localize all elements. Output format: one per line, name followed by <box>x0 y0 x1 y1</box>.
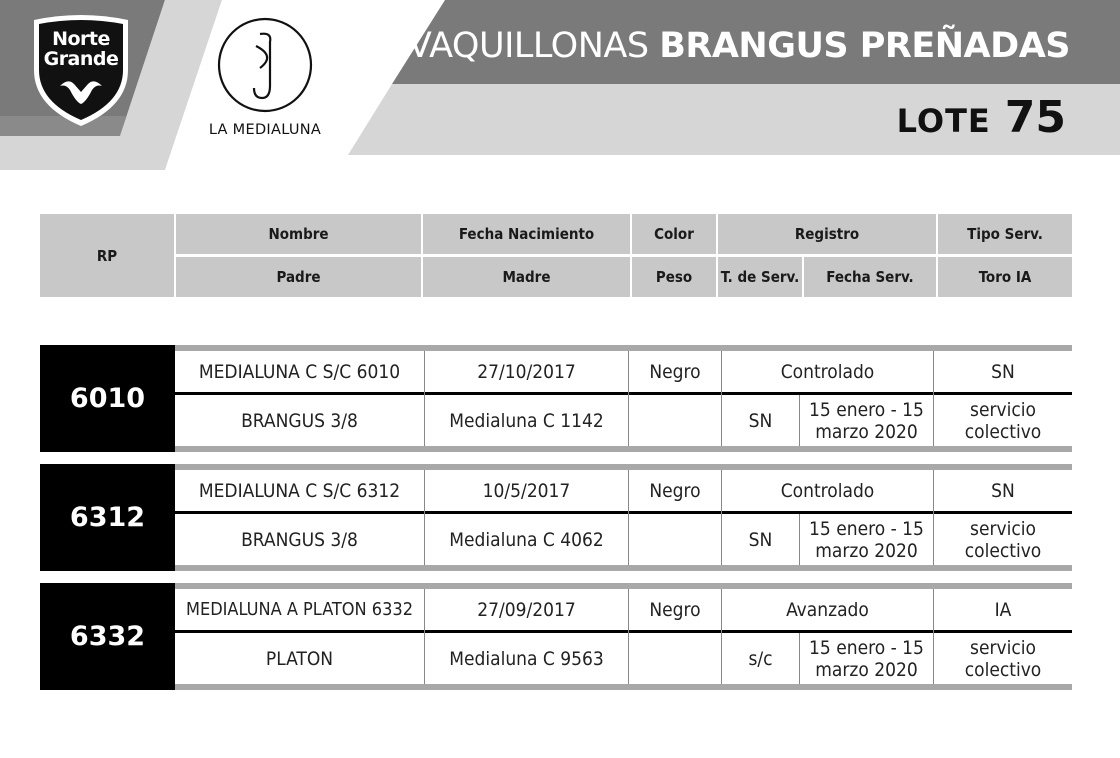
page-title <box>408 26 1070 66</box>
shield-text-line1: Norte <box>52 28 110 50</box>
cell-padre: BRANGUS 3/8 <box>241 528 358 551</box>
cell-fecha-nacimiento: 10/5/2017 <box>482 479 571 502</box>
toro-line2: colectivo <box>964 658 1042 681</box>
medialuna-brand-icon <box>216 16 314 114</box>
fecha-serv-line2: marzo 2020 <box>815 420 918 443</box>
col-madre: Madre <box>423 257 630 297</box>
table-row <box>40 345 1072 452</box>
cell-nombre: MEDIALUNA A PLATON 6332 <box>185 598 413 620</box>
cell-tipo-serv: IA <box>994 598 1012 621</box>
cell-fecha-nacimiento: 27/10/2017 <box>477 360 576 383</box>
fecha-serv-line1: 15 enero - 15 <box>809 517 924 540</box>
cell-t-serv: SN <box>748 528 773 551</box>
lote-word: LOTE <box>896 102 991 140</box>
fecha-serv-line2: marzo 2020 <box>815 539 918 562</box>
cell-registro: Controlado <box>780 479 875 502</box>
col-peso: Peso <box>632 257 716 297</box>
toro-line2: colectivo <box>964 420 1042 443</box>
title-bold: BRANGUS PREÑADAS <box>659 26 1070 66</box>
cell-toro-ia <box>934 514 1072 565</box>
cell-color: Negro <box>649 360 701 383</box>
toro-line1: servicio <box>970 636 1036 659</box>
table-row <box>40 464 1072 571</box>
lote-number: 75 <box>1004 92 1066 143</box>
cell-tipo-serv: SN <box>991 360 1015 383</box>
rp-number: 6332 <box>40 583 175 690</box>
col-t-serv: T. de Serv. <box>718 257 802 297</box>
cell-fecha-nacimiento: 27/09/2017 <box>477 598 576 621</box>
lote-label <box>897 92 1066 143</box>
col-registro: Registro <box>718 214 936 254</box>
cell-fecha-serv <box>800 633 933 684</box>
rp-number: 6312 <box>40 464 175 571</box>
cell-registro: Avanzado <box>786 598 869 621</box>
ranch-name: LA MEDIALUNA <box>208 122 322 138</box>
cell-padre: BRANGUS 3/8 <box>241 409 358 432</box>
rp-number: 6010 <box>40 345 175 452</box>
cell-peso <box>629 395 721 446</box>
fecha-serv-line1: 15 enero - 15 <box>809 398 924 421</box>
page-header <box>0 0 1120 170</box>
toro-line1: servicio <box>970 398 1036 421</box>
cell-peso <box>629 633 721 684</box>
toro-line1: servicio <box>970 517 1036 540</box>
col-nombre: Nombre <box>176 214 421 254</box>
title-light: VAQUILLONAS <box>407 26 649 66</box>
cell-madre: Medialuna C 9563 <box>449 647 604 670</box>
fecha-serv-line1: 15 enero - 15 <box>809 636 924 659</box>
cell-madre: Medialuna C 4062 <box>449 528 604 551</box>
cell-t-serv: SN <box>748 409 773 432</box>
cell-madre: Medialuna C 1142 <box>449 409 604 432</box>
col-tipo-serv: Tipo Serv. <box>938 214 1072 254</box>
fecha-serv-line2: marzo 2020 <box>815 658 918 681</box>
cell-peso <box>629 514 721 565</box>
cell-nombre: MEDIALUNA C S/C 6312 <box>198 479 401 502</box>
cell-t-serv: s/c <box>748 647 773 670</box>
toro-line2: colectivo <box>964 539 1042 562</box>
col-toro-ia: Toro IA <box>938 257 1072 297</box>
col-padre: Padre <box>176 257 421 297</box>
cell-fecha-serv <box>800 514 933 565</box>
col-fecha-serv: Fecha Serv. <box>804 257 936 297</box>
col-fecha-nacimiento: Fecha Nacimiento <box>423 214 630 254</box>
shield-text-line2: Grande <box>43 48 119 70</box>
col-rp: RP <box>40 214 174 297</box>
cell-padre: PLATON <box>265 647 334 670</box>
cell-nombre: MEDIALUNA C S/C 6010 <box>198 360 401 383</box>
column-header <box>40 214 1072 297</box>
cell-toro-ia <box>934 395 1072 446</box>
cell-registro: Controlado <box>780 360 875 383</box>
col-color: Color <box>632 214 716 254</box>
table-row <box>40 583 1072 690</box>
cell-fecha-serv <box>800 395 933 446</box>
cell-toro-ia <box>934 633 1072 684</box>
cell-tipo-serv: SN <box>991 479 1015 502</box>
cell-color: Negro <box>649 598 701 621</box>
cell-color: Negro <box>649 479 701 502</box>
